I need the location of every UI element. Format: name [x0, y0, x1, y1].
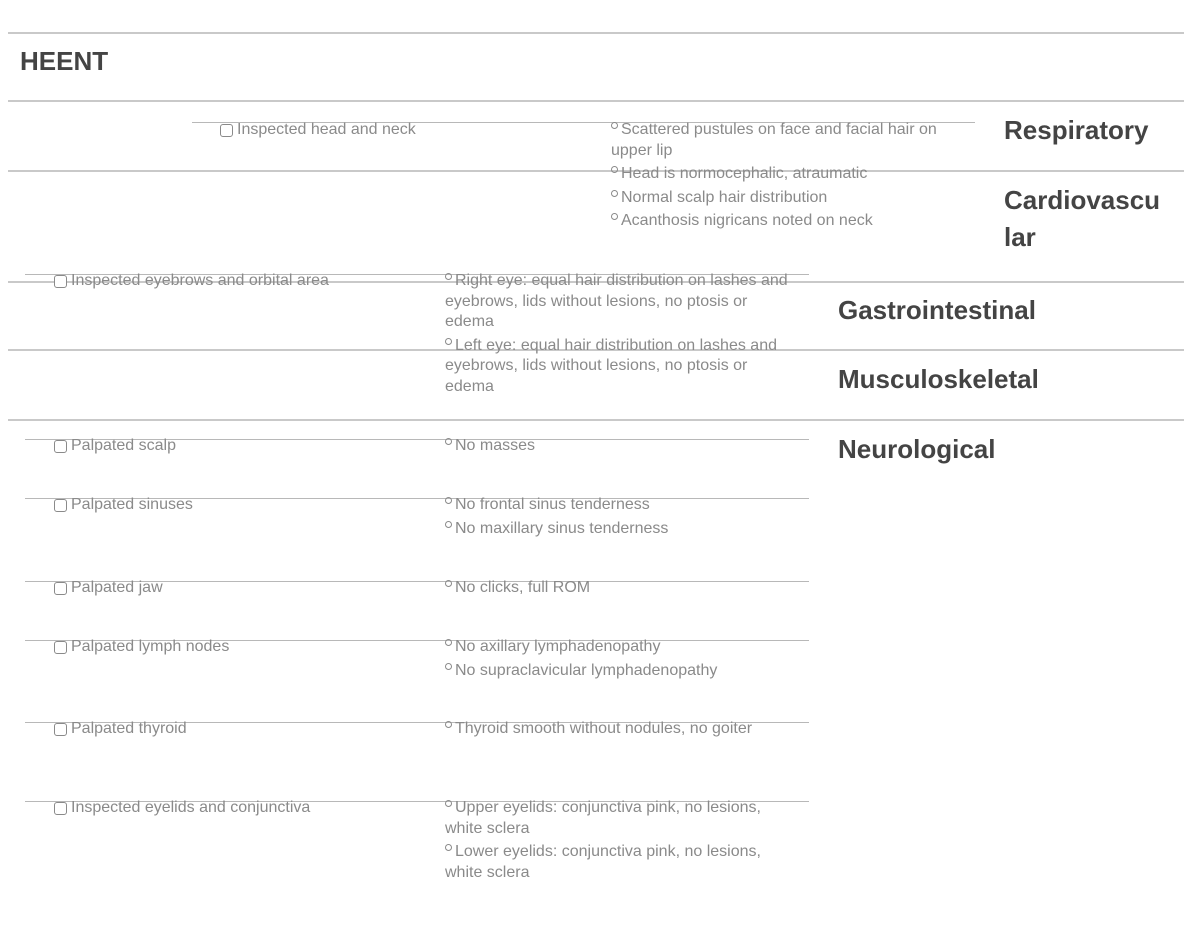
bullet-icon: [445, 639, 452, 646]
finding-item: No masses: [445, 436, 795, 457]
checkbox[interactable]: [54, 440, 67, 453]
checkbox[interactable]: [54, 802, 67, 815]
checkbox[interactable]: [54, 275, 67, 288]
finding-item: No maxillary sinus tenderness: [445, 519, 795, 540]
exam-item-label: Inspected head and neck: [237, 121, 416, 138]
checkbox[interactable]: [54, 723, 67, 736]
bullet-icon: [445, 273, 452, 280]
section-divider: [8, 419, 1184, 421]
exam-row-head-neck: [220, 120, 416, 140]
finding-item: No clicks, full ROM: [445, 578, 795, 599]
finding-item: Thyroid smooth without nodules, no goiter: [445, 719, 775, 740]
exam-item-label: Palpated jaw: [71, 579, 163, 596]
finding-item: Normal scalp hair distribution: [611, 188, 973, 209]
finding-item: Lower eyelids: conjunctiva pink, no lesions, white sclera: [445, 843, 761, 881]
findings-list: [445, 798, 775, 886]
bullet-icon: [445, 438, 452, 445]
exam-row-thyroid: [54, 719, 187, 739]
bullet-icon: [445, 721, 452, 728]
bullet-icon: [445, 580, 452, 587]
checkbox[interactable]: [220, 124, 233, 137]
finding-item: Acanthosis nigricans noted on neck: [611, 211, 973, 232]
checkbox[interactable]: [54, 641, 67, 654]
findings-list: [445, 271, 795, 400]
finding-item: No frontal sinus tenderness: [445, 495, 795, 516]
checkbox[interactable]: [54, 582, 67, 595]
exam-item-label: Palpated sinuses: [71, 496, 193, 513]
finding-item: No supraclavicular lymphadenopathy: [445, 661, 795, 682]
exam-item-label: Inspected eyebrows and orbital area: [71, 272, 329, 289]
findings-list: [445, 436, 795, 460]
finding-item: Upper eyelids: conjunctiva pink, no lesions, white sclera: [445, 799, 761, 837]
section-divider: [8, 170, 1184, 172]
finding-item: Right eye: equal hair distribution on lashes and eyebrows, lids without lesions, no ptosis or edema: [445, 272, 788, 330]
exam-row-lymph-nodes: [54, 637, 229, 657]
bullet-icon: [611, 166, 618, 173]
exam-item-label: Inspected eyelids and conjunctiva: [71, 799, 311, 816]
findings-list: [445, 495, 795, 542]
exam-row-scalp: [54, 436, 176, 456]
findings-list: [611, 120, 973, 235]
exam-item-label: Palpated lymph nodes: [71, 638, 230, 655]
finding-item: Head is normocephalic, atraumatic: [611, 164, 973, 185]
exam-row-eyebrows-orbital: [54, 271, 329, 291]
bullet-icon: [445, 663, 452, 670]
findings-list: [445, 578, 795, 602]
finding-item: No axillary lymphadenopathy: [445, 637, 795, 658]
bullet-icon: [445, 497, 452, 504]
side-nav-gastrointestinal[interactable]: Gastrointestinal: [838, 295, 1036, 325]
findings-list: [445, 719, 775, 743]
title-divider: [8, 100, 1184, 102]
bullet-icon: [611, 190, 618, 197]
side-nav-cardiovascular[interactable]: Cardiovascu lar: [1004, 185, 1161, 252]
finding-item: Left eye: equal hair distribution on lashes and eyebrows, lids without lesions, no ptosis or edema: [445, 336, 777, 395]
side-nav-neurological[interactable]: Neurological: [838, 434, 996, 464]
bullet-icon: [445, 521, 452, 528]
bullet-icon: [445, 800, 452, 807]
exam-row-eyelids-conjunctiva: [54, 798, 310, 818]
side-nav-musculoskeletal[interactable]: Musculoskeletal: [838, 364, 1039, 394]
exam-row-sinuses: [54, 495, 193, 515]
exam-item-label: Palpated scalp: [71, 437, 176, 454]
exam-item-label: Palpated thyroid: [71, 720, 187, 737]
bullet-icon: [611, 122, 618, 129]
bullet-icon: [445, 338, 452, 345]
finding-item: Scattered pustules on face and facial hair on upper lip: [611, 121, 937, 159]
findings-list: [445, 637, 795, 684]
bullet-icon: [445, 844, 452, 851]
bullet-icon: [611, 213, 618, 220]
side-nav-respiratory[interactable]: Respiratory: [1004, 115, 1149, 145]
exam-row-jaw: [54, 578, 163, 598]
checkbox[interactable]: [54, 499, 67, 512]
top-divider: [8, 32, 1184, 34]
section-title: HEENT: [20, 46, 109, 76]
